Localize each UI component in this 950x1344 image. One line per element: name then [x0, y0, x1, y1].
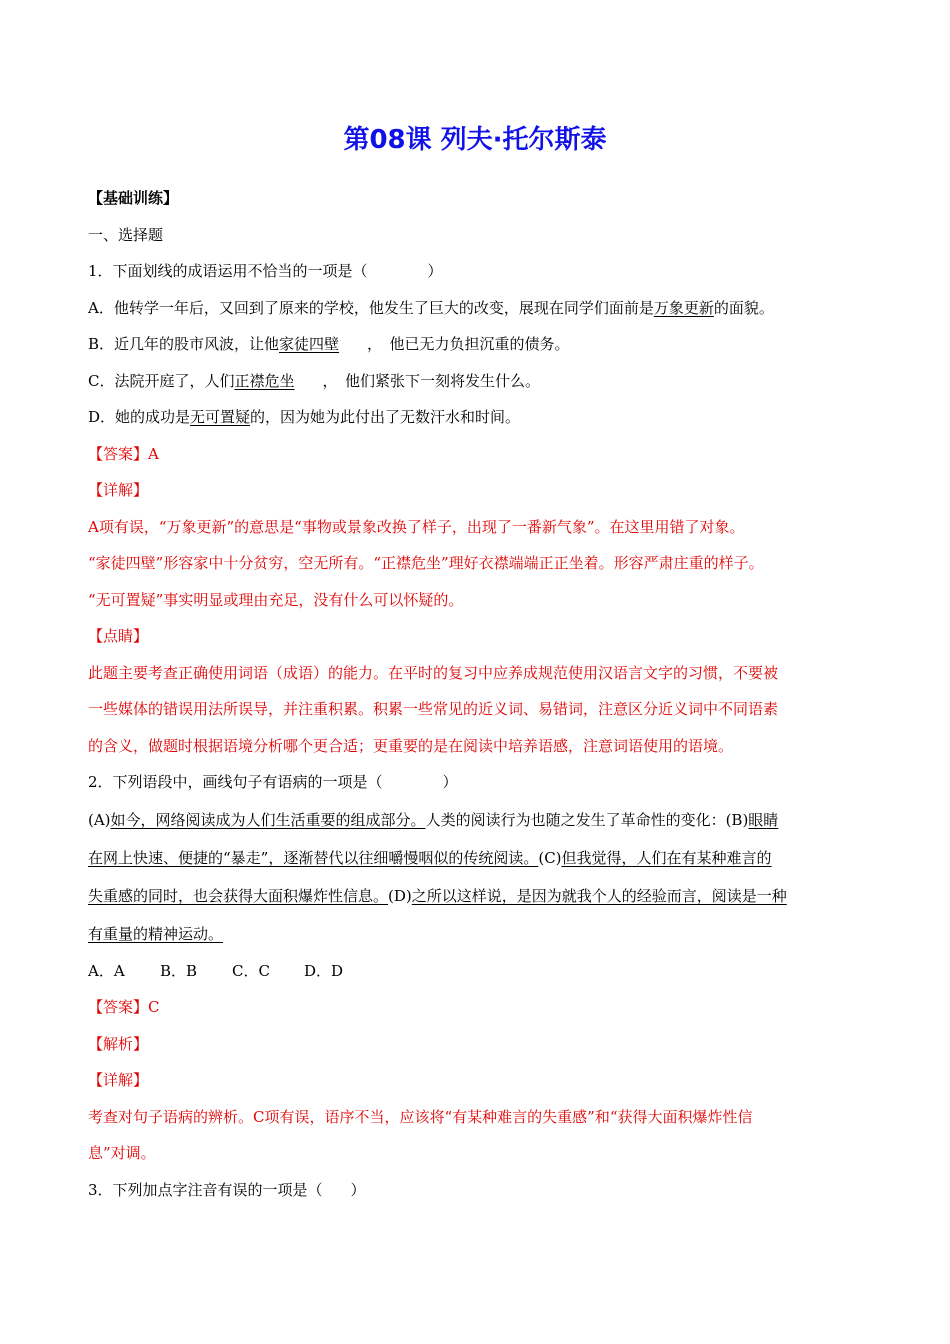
- underlined-sentence: 失重感的同时，也会获得大面积爆炸性信息。: [88, 886, 389, 905]
- question-2-passage-line: 在网上快速、便捷的“暴走”，逐渐替代以往细嚼慢咽似的传统阅读。(C)但我觉得，人们在有某种难言的: [88, 848, 772, 867]
- question-2-detail-line: 考查对句子语病的辨析。C项有误，语序不当，应该将“有某种难言的失重感”和“获得大面积爆炸性信: [88, 1107, 753, 1126]
- underlined-sentence: 有重量的精神运动。: [88, 924, 224, 943]
- question-1-detail-line: “无可置疑”事实明显或理由充足，没有什么可以怀疑的。: [88, 590, 464, 609]
- question-2-options: [88, 953, 868, 990]
- question-1-detail-label: 【详解】: [88, 481, 149, 499]
- question-1-tip-line: 的含义，做题时根据语境分析哪个更合适；更重要的是在阅读中培养语感，注意词语使用的语境。: [88, 736, 734, 755]
- option-a: A．A: [88, 961, 125, 980]
- page-title: 第08课 列夫·托尔斯泰: [343, 125, 607, 155]
- question-2-stem: 2．下列语段中，画线句子有语病的一项是（ ）: [88, 773, 458, 791]
- underlined-sentence: 之所以这样说，是因为就我个人的经验而言，阅读是一种: [411, 886, 787, 905]
- question-1-tip-label: 【点睛】: [88, 627, 149, 645]
- question-2-answer: 【答案】C: [88, 998, 160, 1016]
- question-1-option-b: B．近几年的股市风波，让他家徒四壁 ， 他已无力负担沉重的债务。: [88, 335, 570, 353]
- question-1-stem: 1．下面划线的成语运用不恰当的一项是（ ）: [88, 262, 443, 280]
- underlined-idiom: 万象更新: [653, 298, 714, 317]
- question-1-option-d: D．她的成功是无可置疑的，因为她为此付出了无数汗水和时间。: [88, 408, 521, 426]
- underlined-sentence: 如今，网络阅读成为人们生活重要的组成部分。: [110, 810, 426, 829]
- document-body: [88, 180, 868, 1208]
- question-2-detail-label: 【详解】: [88, 1071, 149, 1089]
- question-2-passage-line: 失重感的同时，也会获得大面积爆炸性信息。(D)之所以这样说，是因为就我个人的经验而言，阅读是一种: [88, 886, 787, 905]
- question-1-option-a: A．他转学一年后，又回到了原来的学校，他发生了巨大的改变，展现在同学们面前是万象更新的面貌。: [88, 298, 774, 317]
- question-1-tip-line: 此题主要考查正确使用词语（成语）的能力。在平时的复习中应养成规范使用汉语言文字的习惯，不要被: [88, 663, 779, 682]
- option-d: D．D: [304, 961, 344, 980]
- question-1-detail-line: A项有误，“万象更新”的意思是“事物或景象改换了样子，出现了一番新气象”。在这里用错了对象。: [88, 517, 745, 536]
- option-b: B．B: [160, 961, 198, 980]
- part-heading: 一、选择题: [88, 225, 164, 244]
- underlined-idiom: 无可置疑: [190, 408, 251, 426]
- underlined-idiom: 家徒四壁: [279, 335, 340, 353]
- question-1-detail-line: “家徒四壁”形容家中十分贫穷，空无所有。“正襟危坐”理好衣襟端端正正坐着。形容严肃庄重的样子。: [88, 554, 764, 572]
- section-heading: 【基础训练】: [88, 189, 179, 207]
- question-1-tip-line: 一些媒体的错误用法所误导，并注重积累。积累一些常见的近义词、易错词，注意区分近义词中不同语素: [88, 700, 779, 718]
- question-2-detail-line: 息”对调。: [88, 1144, 156, 1162]
- underlined-idiom: 正襟危坐: [234, 371, 295, 390]
- question-2-passage-line: [88, 915, 868, 953]
- underlined-sentence: 眼睛: [748, 810, 779, 829]
- question-1-answer: 【答案】A: [88, 444, 159, 463]
- underlined-sentence: 但我觉得，人们在有某种难言的: [561, 848, 772, 867]
- question-2-passage-line: (A)如今，网络阅读成为人们生活重要的组成部分。人类的阅读行为也随之发生了革命性的变化：(B)眼睛: [88, 810, 779, 829]
- option-c: C．C: [232, 961, 270, 980]
- question-2-analysis-label: 【解析】: [88, 1034, 149, 1053]
- question-3-stem: 3．下列加点字注音有误的一项是（ ）: [88, 1180, 366, 1199]
- question-1-option-c: C．法院开庭了，人们正襟危坐 ， 他们紧张下一刻将发生什么。: [88, 371, 541, 390]
- underlined-sentence: 在网上快速、便捷的“暴走”，逐渐替代以往细嚼慢咽似的传统阅读。: [88, 848, 539, 867]
